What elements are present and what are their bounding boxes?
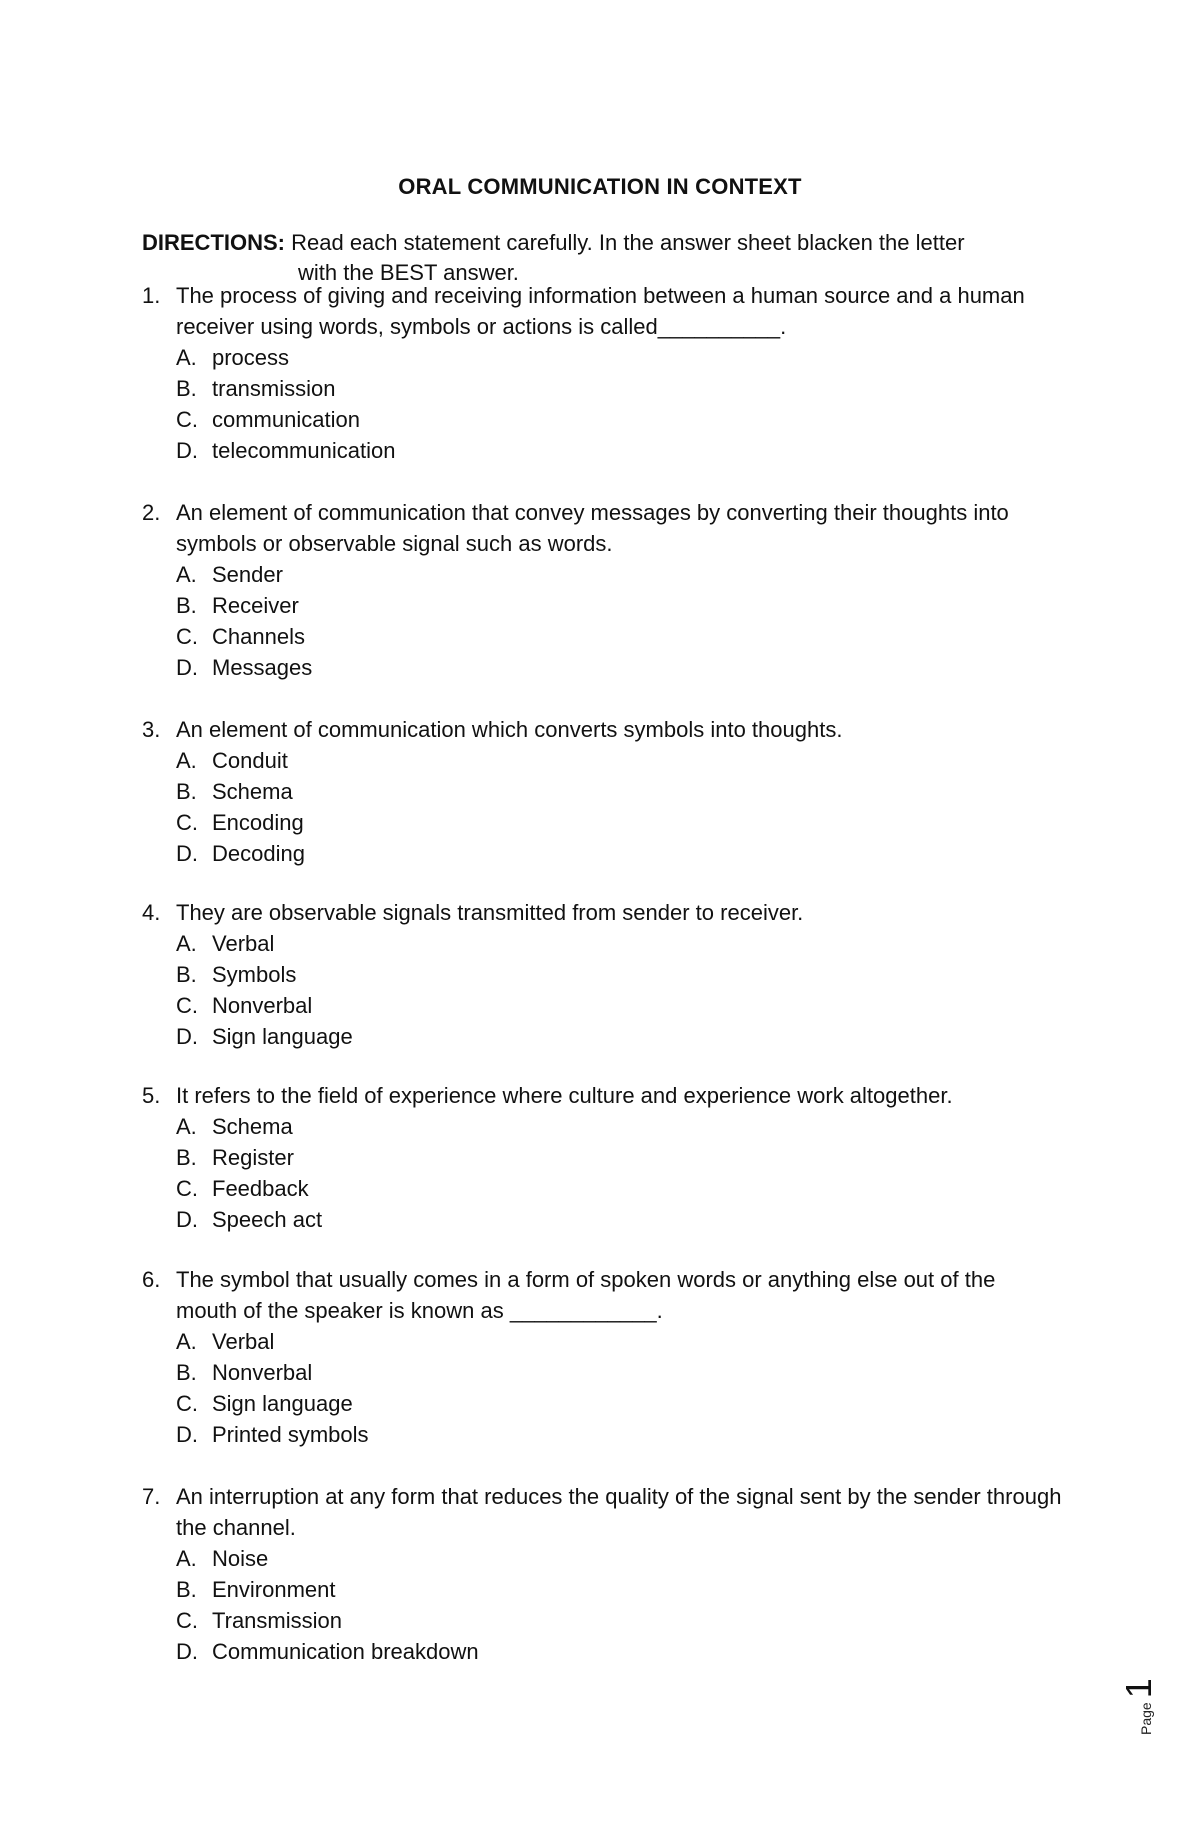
option-list [142,1543,1062,1667]
option-d [176,1021,1062,1052]
option-letter: C. [176,407,198,432]
question-text: It refers to the field of experience where culture and experience work altogether. [176,1083,953,1108]
option-list [142,745,1062,869]
option-letter: D. [176,841,198,866]
option-text: Sign language [212,1391,353,1416]
option-c [176,990,1062,1021]
option-c [176,807,1062,838]
page-label: Page [1138,1702,1154,1735]
question-1 [142,280,1062,466]
option-letter: A. [176,748,197,773]
option-b [176,373,1062,404]
option-letter: B. [176,1145,197,1170]
option-letter: D. [176,1024,198,1049]
option-b [176,590,1062,621]
question-text: They are observable signals transmitted from sender to receiver. [176,900,804,925]
question-text: An element of communication that convey messages by converting their thoughts into symbols or observable signal such as words. [176,500,1009,556]
option-letter: B. [176,779,197,804]
option-b [176,1142,1062,1173]
question-2 [142,497,1062,683]
option-text: Schema [212,779,293,804]
option-letter: A. [176,1114,197,1139]
question-text: An interruption at any form that reduces the quality of the signal sent by the sender through the channel. [176,1484,1062,1540]
question-number: 2. [142,500,161,525]
option-c [176,1605,1062,1636]
option-text: Messages [212,655,313,680]
option-a [176,745,1062,776]
option-a [176,342,1062,373]
option-list [142,559,1062,683]
option-d [176,1204,1062,1235]
option-list [142,1326,1062,1450]
option-b [176,776,1062,807]
option-c [176,404,1062,435]
question-6 [142,1264,1062,1450]
question-stem [142,1481,1062,1543]
option-d [176,1419,1062,1450]
option-a [176,1543,1062,1574]
directions-continuation: with the BEST answer. [298,260,519,285]
page-footer [1118,1655,1178,1735]
page-number: 1 [1118,1678,1159,1699]
option-b [176,1357,1062,1388]
option-c [176,1173,1062,1204]
option-text: Feedback [212,1176,309,1201]
option-text: Symbols [212,962,297,987]
option-letter: D. [176,655,198,680]
question-number: 6. [142,1267,161,1292]
question-text: The symbol that usually comes in a form of spoken words or anything else out of the mouth of the speaker is known as ____________. [176,1267,996,1323]
option-list [142,342,1062,466]
question-stem [142,897,1062,928]
option-letter: C. [176,810,198,835]
option-text: transmission [212,376,336,401]
directions-text: Read each statement carefully. In the answer sheet blacken the letter [285,230,965,255]
option-letter: A. [176,931,197,956]
option-list [142,1111,1062,1235]
option-text: Encoding [212,810,304,835]
document-title: ORAL COMMUNICATION IN CONTEXT [398,174,802,199]
page-footer-rotated [1118,1678,1160,1735]
option-letter: B. [176,376,197,401]
option-letter: A. [176,1546,197,1571]
option-letter: D. [176,1422,198,1447]
option-text: Nonverbal [212,1360,313,1385]
option-letter: D. [176,438,198,463]
option-text: Receiver [212,593,299,618]
option-text: Environment [212,1577,336,1602]
question-stem [142,497,1062,559]
option-letter: C. [176,1608,198,1633]
option-c [176,1388,1062,1419]
option-list [142,928,1062,1052]
question-stem [142,714,1062,745]
question-4 [142,897,1062,1052]
option-letter: B. [176,1360,197,1385]
option-text: Conduit [212,748,288,773]
option-text: Communication breakdown [212,1639,479,1664]
option-text: Speech act [212,1207,323,1232]
directions-label: DIRECTIONS: [142,230,285,255]
question-text: The process of giving and receiving information between a human source and a human receiver using words, symbols or actions is called__________. [176,283,1025,339]
option-letter: C. [176,1176,198,1201]
option-letter: B. [176,962,197,987]
option-letter: A. [176,345,197,370]
option-text: Channels [212,624,305,649]
option-letter: B. [176,593,197,618]
option-letter: A. [176,1329,197,1354]
question-5 [142,1080,1062,1235]
question-7 [142,1481,1062,1667]
option-text: Decoding [212,841,305,866]
question-number: 4. [142,900,161,925]
option-d [176,652,1062,683]
question-stem [142,280,1062,342]
question-text: An element of communication which converts symbols into thoughts. [176,717,843,742]
option-d [176,435,1062,466]
option-letter: B. [176,1577,197,1602]
question-stem [142,1264,1062,1326]
option-letter: C. [176,993,198,1018]
option-text: Nonverbal [212,993,313,1018]
option-b [176,1574,1062,1605]
option-text: process [212,345,290,370]
option-letter: C. [176,1391,198,1416]
option-a [176,928,1062,959]
option-d [176,1636,1062,1667]
question-stem [142,1080,1062,1111]
option-text: Printed symbols [212,1422,369,1447]
option-text: Verbal [212,1329,275,1354]
option-a [176,559,1062,590]
option-letter: D. [176,1639,198,1664]
option-letter: A. [176,562,197,587]
option-text: Transmission [212,1608,342,1633]
option-a [176,1111,1062,1142]
question-number: 5. [142,1083,161,1108]
option-text: Register [212,1145,294,1170]
option-text: Schema [212,1114,293,1139]
option-letter: C. [176,624,198,649]
option-text: Sign language [212,1024,353,1049]
option-d [176,838,1062,869]
directions [142,228,1042,288]
option-a [176,1326,1062,1357]
question-number: 1. [142,283,161,308]
option-text: Sender [212,562,283,587]
question-number: 3. [142,717,161,742]
option-text: Verbal [212,931,275,956]
option-text: communication [212,407,360,432]
question-3 [142,714,1062,869]
option-b [176,959,1062,990]
option-c [176,621,1062,652]
option-text: Noise [212,1546,269,1571]
question-number: 7. [142,1484,161,1509]
option-letter: D. [176,1207,198,1232]
option-text: telecommunication [212,438,396,463]
